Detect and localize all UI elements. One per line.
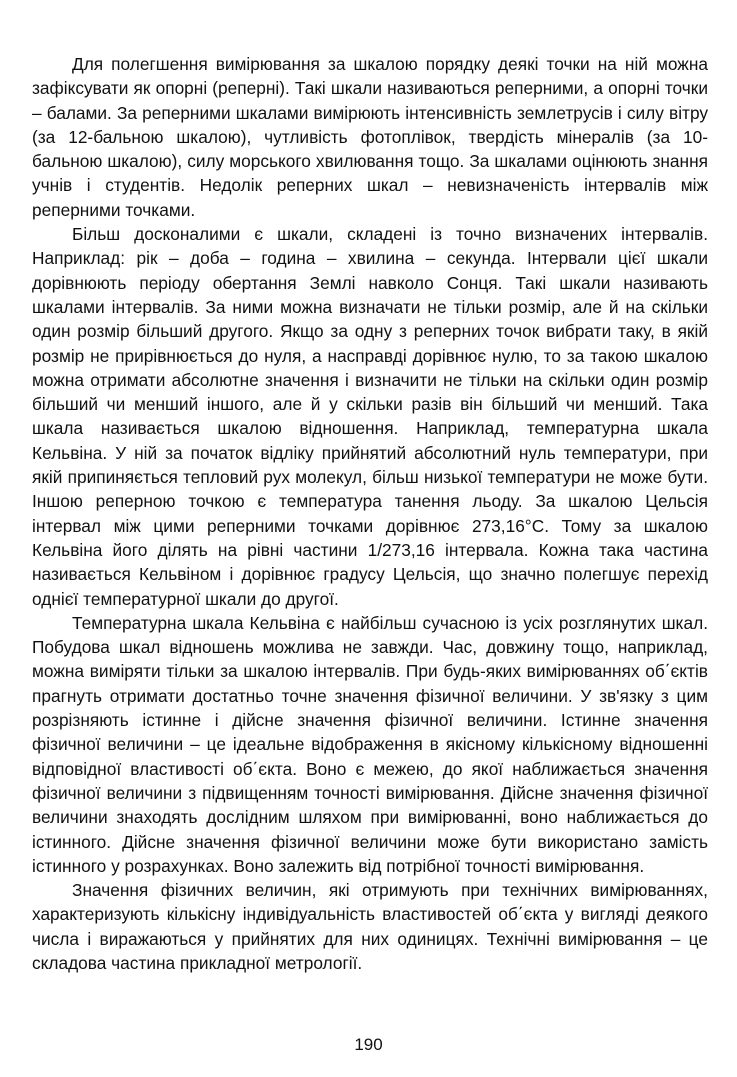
paragraph-technical-measurements: Значення фізичних величин, які отримують при технічних вимірюваннях, характеризують кількісну індивідуальність властивостей об΄єкта у вигляді деякого числа і виражаються у прийнятих для них одиницях. Технічні вимірювання – це складова частина прикладної метрології.: [32, 880, 708, 973]
paragraph-kelvin-scale: Температурна шкала Кельвіна є найбільш сучасною із усіх розглянутих шкал. Побудова шкал відношень можлива не завжди. Час, довжину тощо, наприклад, можна виміряти тільки за шкалою інтервалів. При будь-яких вимірюваннях об΄єктів прагнуть отримати достатньо точне значення фізичної величини. У зв'язку з цим розрізняють істинне і дійсне значення фізичної величини. Істинне значення фізичної величини – це ідеальне відображення в якісному кількісному відношенні відповідної властивості об΄єкта. Воно є межею, до якої наближається значення фізичної величини з підвищенням точності вимірювання. Дійсне значення фізичної величини знаходять дослідним шляхом при вимірюванні, воно наближається до істинного. Дійсне значення фізичної величини може бути використано замість істинного у розрахунках. Воно залежить від потрібної точності вимірювання.: [32, 612, 708, 876]
paragraph-interval-scales: Більш досконалими є шкали, складені із точно визначених інтервалів. Наприклад: рік – доба – година – хвилина – секунда. Інтервали цієї шкали дорівнюють періоду обертання Землі навколо Сонця. Такі шкали називають шкалами інтервалів. За ними можна визначати не тільки розмір, але й на скільки один розмір більший другого. Якщо за одну з реперних точок вибрати таку, в якій розмір не прирівнюється до нуля, а насправді дорівнює нулю, то за такою шкалою можна отримати абсолютне значення і визначити не тільки на скільки один розмір більший чи менший іншого, але й у скільки разів він більший чи менший. Така шкала називається шкалою відношення. Наприклад, температурна шкала Кельвіна. У ній за початок відліку прийнятий абсолютний нуль температури, при якій припиняється тепловий рух молекул, більш низької температури не може бути. Іншою реперною точкою є температура танення льоду. За шкалою Цельсія інтервал між цими реперними точками дорівнює 273,16°С. Тому за шкалою Кельвіна його ділять на рівні частини 1/273,16 інтервала. Кожна така частина називається Кельвіном і дорівнює градусу Цельсія, що значно полегшує перехід однієї температурної шкали до другої.: [32, 224, 708, 609]
paragraph-reference-scales: Для полегшення вимірювання за шкалою порядку деякі точки на ній можна зафіксувати як опорні (реперні). Такі шкали називаються реперними, а опорні точки – балами. За реперними шкалами вимірюють інтенсивність землетрусів і силу вітру (за 12-бальною шкалою), чутливість фотоплівок, твердість мінералів (за 10-бальною шкалою), силу морського хвилювання тощо. За шкалами оцінюють знання учнів і студентів. Недолік реперних шкал – невизначеність інтервалів між реперними точками.: [32, 54, 708, 220]
page-number: 190: [354, 1035, 383, 1054]
page-body: [32, 52, 708, 975]
